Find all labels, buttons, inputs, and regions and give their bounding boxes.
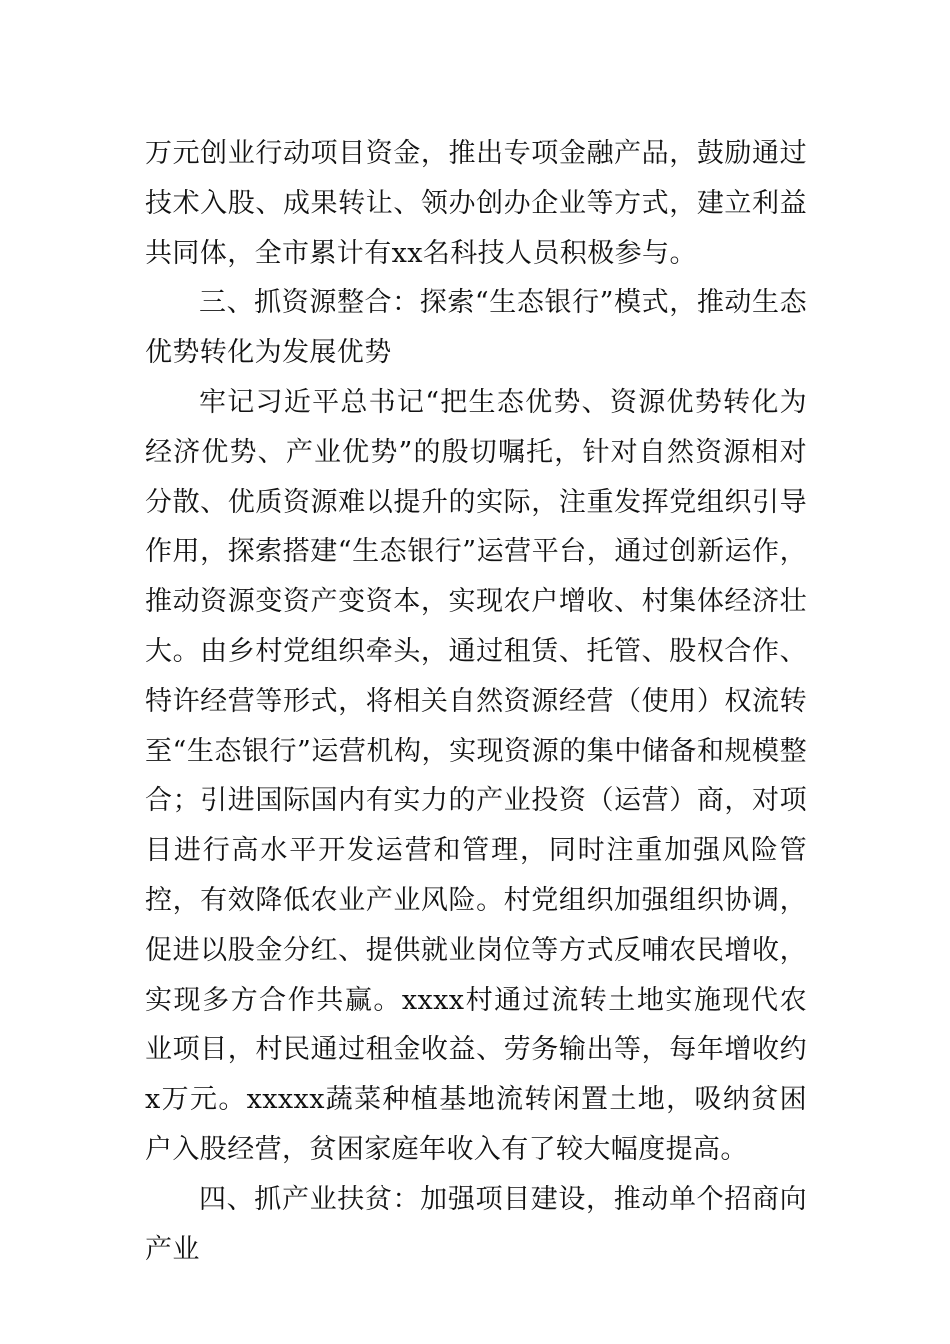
section-heading-three: 三、抓资源整合：探索“生态银行”模式，推动生态优势转化为发展优势: [145, 287, 807, 369]
paragraph-body: 牢记习近平总书记“把生态优势、资源优势转化为经济优势、产业优势”的殷切嘱托，针对自然资源相对分散、优质资源难以提升的实际，注重发挥党组织引导作用，探索搭建“生态银行”运营平台，通过创新运作，推动资源变资产变资本，实现农户增收、村集体经济壮大。由乡村党组织牵头，通过租赁、托管、股权合作、特许经营等形式，将相关自然资源经营（使用）权流转至“生态银行”运营机构，实现资源的集中储备和规模整合；引进国际国内有实力的产业投资（运营）商，对项目进行高水平开发运营和管理，同时注重加强风险管控，有效降低农业产业风险。村党组织加强组织协调，促进以股金分红、提供就业岗位等方式反哺农民增收，实现多方合作共赢。xxxx村通过流转土地实施现代农业项目，村民通过租金收益、劳务输出等，每年增收约x万元。xxxxx蔬菜种植基地流转闲置土地，吸纳贫困户入股经营，贫困家庭年收入有了较大幅度提高。: [145, 386, 807, 1165]
section-heading-four: 四、抓产业扶贫：加强项目建设，推动单个招商向产业: [145, 1183, 807, 1265]
document-body: [145, 129, 807, 1274]
paragraph-continuation: 万元创业行动项目资金，推出专项金融产品，鼓励通过技术入股、成果转让、领办创办企业等方式，建立利益共同体，全市累计有xx名科技人员积极参与。: [145, 138, 807, 269]
